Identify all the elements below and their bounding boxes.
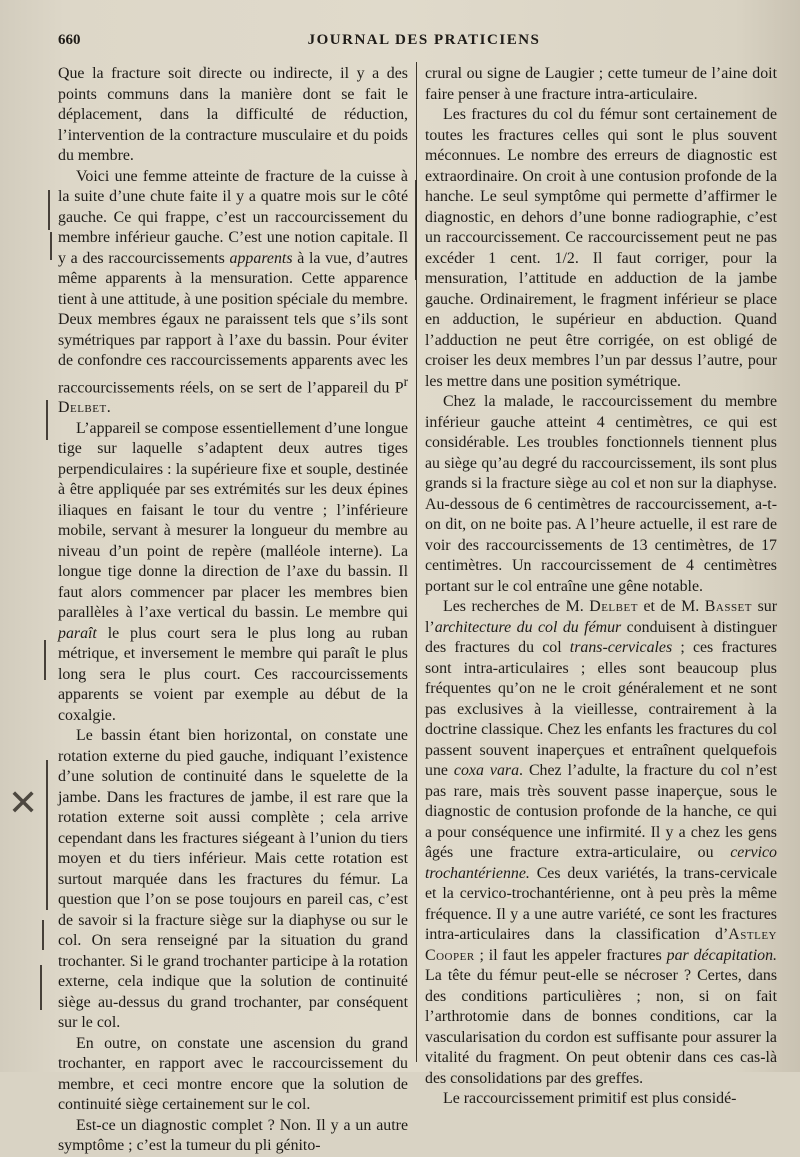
- pencil-margin-mark: [46, 400, 48, 440]
- pencil-margin-mark: [415, 180, 417, 280]
- pencil-margin-mark: [48, 190, 50, 230]
- paragraph: Chez la malade, le raccourcissement du membre inférieur gauche atteint 4 centimètres, ce qui est considérable. Les troubles fonctionnels tiennent plus au siège qu’au degré du raccourcissement, ils sont plus grands si la fracture siège au col et non sur la diaphyse. Au-dessous de 6 centimètres de raccourcissement, a-t-on dit, on ne boite pas. A l’heure actuelle, il est rare de voir des raccourcissements de 13 centimètres, de 17 centimètres. Un raccourcissement de 4 centimètres portant sur le col entraîne une gêne notable.: [425, 393, 777, 595]
- paragraph: Le raccourcissement primitif est plus considé-: [443, 1090, 737, 1107]
- paragraph: Les fractures du col du fémur sont certainement de toutes les fractures celles qui sont le plus souvent méconnues. Le nombre des erreurs de diagnostic est extraordinaire. On croit à une contusion profonde de la hanche. Le seul symptôme qui permette d’affirmer le diagnostic, en dehors d’une bonne radiographie, c’est un raccourcissement. Ce raccourcissement peut ne pas excéder 1 cent. 1/2. Il faut corriger, pour la mensuration, l’attitude en adduction de la jambe gauche. Ordinairement, le fragment inférieur se place en adduction, le supérieur en abduction. Quand l’adduction ne peut être corrigée, on est obligé de croiser les deux membres l’un par dessus l’autre, pour les mettre dans une position symétrique.: [425, 106, 777, 390]
- journal-title: JOURNAL DES PRATICIENS: [307, 32, 541, 48]
- paragraph: L’appareil se compose essentiellement d’une longue tige sur laquelle s’adaptent deux autres tiges perpendiculaires : la supérieure fixe et souple, destinée à être appliquée par ses extrémités sur les deux épines iliaques en faisant le tour du ventre ; l’inférieure mobile, servant à mesurer la longueur du membre au niveau d’un point de repère (malléole interne). La longue tige donne la direction de l’axe du bassin. Il faut alors commencer par placer les membres bien parallèles à l’axe vertical du bassin. Le membre qui paraît le plus court sera le plus long au ruban métrique, et inversement le membre qui paraît le plus long sera le plus court. Ces raccourcissements apparents se voient par exemple au début de la coxalgie.: [58, 419, 408, 724]
- paragraph: crural ou signe de Laugier ; cette tumeur de l’aine doit faire penser à une fracture intra-articulaire.: [425, 65, 777, 103]
- pencil-margin-mark: [42, 920, 44, 950]
- paragraph: En outre, on constate une ascension du grand trochanter, en rapport avec le raccourcissement du membre, et ceci montre encore que la solution de continuité siège certainement sur le col.: [58, 1034, 408, 1114]
- pencil-margin-mark: [44, 640, 46, 680]
- paragraph: Le bassin étant bien horizontal, on constate une rotation externe du pied gauche, indiquant l’existence d’une solution de continuité dans le squelette de la jambe. Dans les fractures de jambe, il est rare que la rotation externe soit aussi complète ; cela arrive cependant dans les fractures siégeant à l’union du tiers moyen et du tiers inférieur. Mais cette rotation est surtout marquée dans les fractures du fémur. La question que l’on se pose toujours en pareil cas, c’est de savoir si la fracture siège sur la diaphyse ou sur le col. On sera renseigné par la situation du grand trochanter. Si le grand trochanter participe à la rotation externe, cela indique que la solution de continuité siège au-dessus du grand trochanter, par conséquent sur le col.: [58, 727, 408, 1032]
- right-column: [425, 64, 778, 1107]
- paragraph: Est-ce un diagnostic complet ? Non. Il y a un autre symptôme ; c’est la tumeur du pli génito-: [58, 1116, 408, 1155]
- paragraph: Que la fracture soit directe ou indirecte, il y a des points communs dans la manière dont se fait le déplacement, dans la difficulté de réduction, l’intervention de la contracture musculaire et du poids du membre.: [58, 65, 408, 164]
- left-column: [58, 64, 408, 1155]
- pencil-cross-mark: ✕: [8, 783, 39, 824]
- page-header: [58, 28, 790, 54]
- pencil-margin-mark: [40, 965, 42, 1010]
- paragraph: Les recherches de M. Delbet et de M. Basset sur l’architecture du col du fémur conduisent à distinguer des fractures du col trans-cervicales ; ces fractures sont intra-articulaires ; elles sont beaucoup plus fréquentes qu’on ne le croit généralement et ne sont pas exclusives à la vieillesse, contrairement à la doctrine classique. Chez les enfants les fractures du col passent souvent inaperçues et entraînent quelquefois une coxa vara. Chez l’adulte, la fracture du col n’est pas rare, mais très souvent passe inaperçue, sous le diagnostic de contusion profonde de la hanche, ce qui a pour conséquence une infirmité. Il y a chez les gens âgés une fracture extra-articulaire, ou cervico trochantérienne. Ces deux variétés, la trans-cervicale et la cervico-trochantérienne, ont à peu près la même fréquence. Il y a une autre variété, ce sont les fractures intra-articulaires dans la classification d’Astley Cooper ; il faut les appeler fractures par décapitation. La tête du fémur peut-elle se nécroser ? Certes, dans des conditions particulières ; non, si on fait l’arthrotomie dans de bonnes conditions, car la vascularisation du cordon est suffisante pour assurer la vitalité du fragment. On peut obtenir dans ces cas-là des consolidations par des greffes.: [425, 598, 778, 1087]
- page-number: 660: [58, 32, 81, 48]
- pencil-margin-mark: [50, 232, 52, 260]
- pencil-margin-mark: [46, 760, 48, 910]
- paragraph: Voici une femme atteinte de fracture de la cuisse à la suite d’une chute faite il y a quatre mois sur le côté gauche. Ce qui frappe, c’est un raccourcissement du membre inférieur gauche. C’est une notion capitale. Il y a des raccourcissements apparents à la vue, d’autres même apparents à la mensuration. Cette apparence tient à une attitude, à une position spéciale du membre. Deux membres égaux ne paraissent tels que s’ils sont symétriques par rapport à l’axe du bassin. Pour éviter de confondre ces raccourcissements apparents avec les raccourcissements réels, on se sert de l’appareil du $P^r$ Delbet.: [58, 167, 408, 417]
